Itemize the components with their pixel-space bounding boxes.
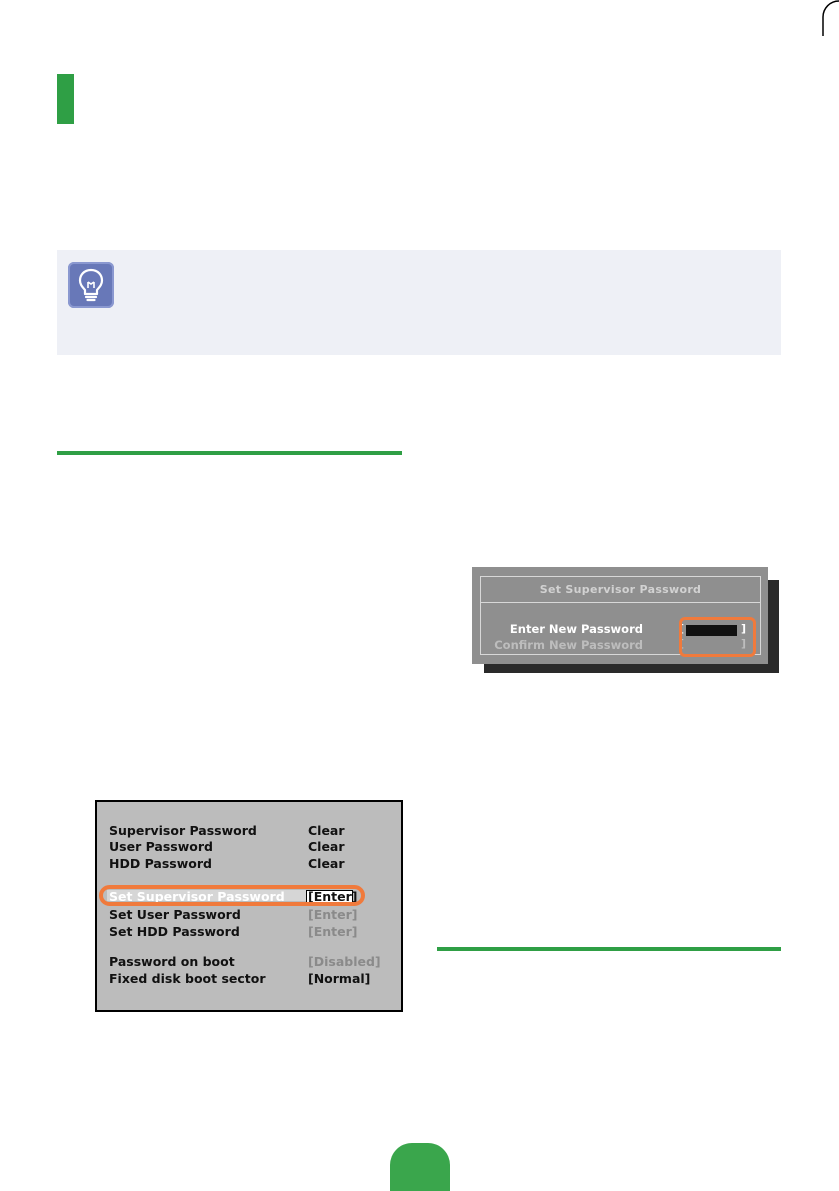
- set-supervisor-password-dialog: [472, 567, 768, 664]
- bios-row-value: [Disabled]: [308, 954, 381, 969]
- tip-box: [57, 250, 781, 355]
- bracket-open: [: [679, 637, 685, 650]
- bios-row-label: Fixed disk boot sector: [109, 971, 266, 986]
- bios-row-value: Clear: [308, 839, 345, 854]
- bios-row-value: [Enter]: [308, 907, 358, 922]
- bios-row-value: [Normal]: [308, 971, 371, 986]
- bracket-close: ]: [741, 637, 747, 650]
- bios-row-label: User Password: [109, 839, 213, 854]
- bios-row-value: [Enter]: [308, 924, 358, 939]
- edge-crop-mark: [808, 0, 839, 36]
- bios-row-label: Password on boot: [109, 954, 235, 969]
- bios-row-label: Supervisor Password: [109, 823, 257, 838]
- bios-row-label: Set User Password: [109, 907, 241, 922]
- confirm-new-password-label: Confirm New Password: [494, 638, 643, 652]
- bracket-close: ]: [741, 622, 747, 635]
- password-field-highlight: [679, 617, 756, 657]
- bios-row-hdd-password[interactable]: [109, 856, 379, 872]
- section-rule-right: [437, 947, 781, 951]
- bios-row-value: Clear: [308, 823, 345, 838]
- lightbulb-icon: [68, 262, 114, 308]
- bios-row-value: Clear: [308, 856, 345, 871]
- bios-row-password-on-boot[interactable]: [109, 954, 379, 970]
- password-dialog-frame: [480, 576, 761, 655]
- bracket-open: [: [679, 622, 685, 635]
- section-title-marker: [57, 74, 74, 124]
- bios-row-value: [Enter]: [308, 889, 358, 904]
- bios-row-user-password[interactable]: [109, 839, 379, 855]
- bios-row-label: Set Supervisor Password: [109, 889, 285, 904]
- section-rule-left: [57, 451, 402, 455]
- bios-row-supervisor-password[interactable]: [109, 823, 379, 839]
- bios-row-label: HDD Password: [109, 856, 212, 871]
- bios-row-fixed-disk-boot-sector[interactable]: [109, 971, 379, 987]
- enter-new-password-label: Enter New Password: [509, 622, 643, 636]
- bios-row-set-hdd-password[interactable]: [109, 924, 379, 940]
- bios-row-set-user-password[interactable]: [109, 907, 379, 923]
- page-number-pill: [390, 1143, 450, 1191]
- bios-security-menu: [95, 800, 403, 1012]
- selected-row-highlight: [99, 885, 365, 906]
- bios-row-label: Set HDD Password: [109, 924, 240, 939]
- password-dialog-title: Set Supervisor Password: [481, 577, 760, 603]
